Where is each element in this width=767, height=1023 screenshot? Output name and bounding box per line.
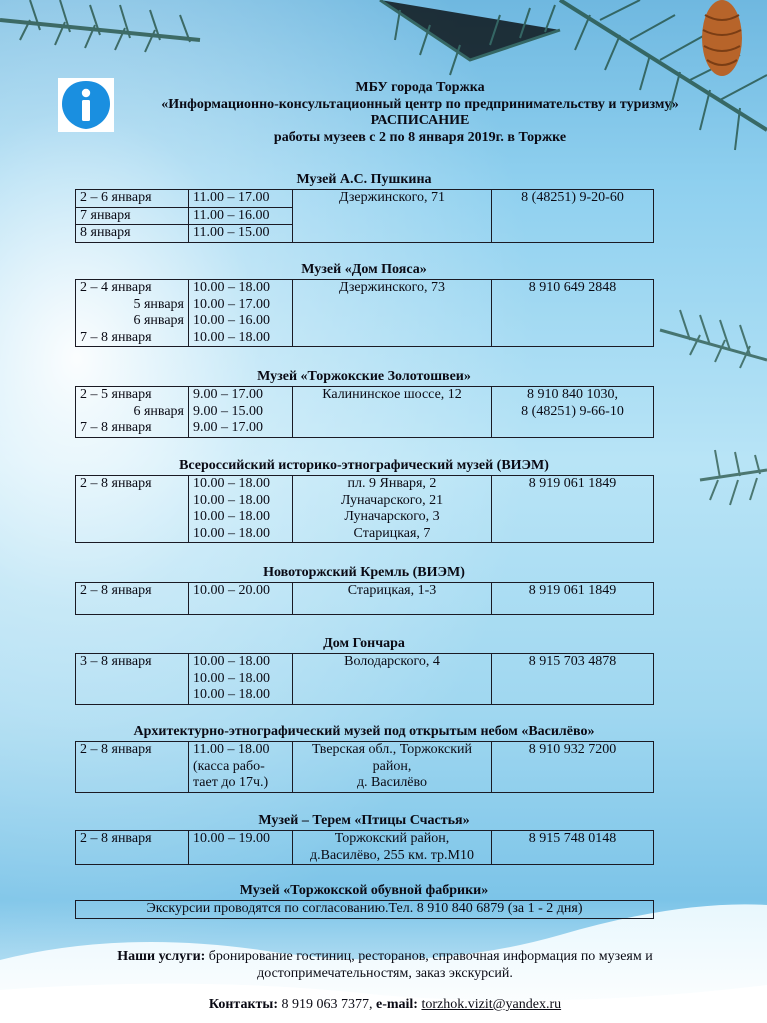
date-line: 5 января xyxy=(133,296,184,312)
address-cell: Дзержинского, 71 xyxy=(293,190,492,243)
time-line: 10.00 – 18.00 xyxy=(193,329,270,345)
schedule-table-dom-poyasa xyxy=(75,279,654,347)
header xyxy=(110,80,730,146)
museum-title-vasilevo: Архитектурно-этнографический музей под открытым небом «Василёво» xyxy=(133,724,595,739)
contacts-block xyxy=(40,996,730,1013)
table-row xyxy=(76,190,654,208)
time-line: 9.00 – 15.00 xyxy=(193,403,263,419)
time-line: 11.00 – 18.00 xyxy=(193,742,270,757)
phone-line: 8 910 840 1030, xyxy=(527,387,618,402)
services-label: Наши услуги: xyxy=(117,949,206,964)
schedule-table-obuvnaya xyxy=(75,900,654,919)
page-title: РАСПИСАНИЕ xyxy=(370,113,470,128)
museum-title-zolotoshvei: Музей «Торжокские Золотошвеи» xyxy=(257,369,471,384)
time-line: 10.00 – 18.00 xyxy=(193,670,270,686)
contacts-phone: 8 919 063 7377, xyxy=(281,997,373,1012)
date-cell: 7 января xyxy=(76,207,189,225)
info-logo-icon xyxy=(58,78,114,132)
date-line: 2 – 4 января xyxy=(80,280,152,295)
time-cell xyxy=(189,476,293,543)
date-line: 7 – 8 января xyxy=(80,420,152,435)
address-line: район, xyxy=(372,758,412,774)
table-row xyxy=(76,476,654,543)
date-line: 7 – 8 января xyxy=(80,329,152,345)
phone-cell: 8 910 932 7200 xyxy=(492,742,654,793)
address-line: Торжокский район, xyxy=(334,831,450,846)
table-row xyxy=(76,831,654,865)
table-row xyxy=(76,280,654,347)
email-link[interactable]: torzhok.vizit@yandex.ru xyxy=(421,997,562,1012)
phone-cell: 8 919 061 1849 xyxy=(492,583,654,615)
time-cell: 11.00 – 15.00 xyxy=(189,225,293,243)
time-cell xyxy=(189,387,293,438)
note-cell: Экскурсии проводятся по согласованию.Тел. 8 910 840 6879 (за 1 - 2 дня) xyxy=(76,901,654,919)
date-line: 2 – 5 января xyxy=(80,387,152,402)
museum-title-dom-poyasa: Музей «Дом Пояса» xyxy=(301,262,427,277)
date-cell: 2 – 6 января xyxy=(76,190,189,208)
table-row xyxy=(76,583,654,615)
address-line: Луначарского, 21 xyxy=(340,492,444,508)
museum-title-pushkin: Музей А.С. Пушкина xyxy=(296,172,432,187)
page-subtitle: работы музеев с 2 по 8 января 2019г. в Торжке xyxy=(273,129,567,145)
date-cell: 8 января xyxy=(76,225,189,243)
address-line: Старицкая, 7 xyxy=(353,525,431,541)
schedule-table-zolotoshvei xyxy=(75,386,654,438)
date-cell: 2 – 8 января xyxy=(76,476,189,543)
museum-title-dom-goncharа: Дом Гончара xyxy=(323,636,405,651)
museum-title-terem: Музей – Терем «Птицы Счастья» xyxy=(258,813,470,828)
address-cell xyxy=(293,742,492,793)
time-line: 10.00 – 18.00 xyxy=(193,280,270,295)
time-line: 10.00 – 16.00 xyxy=(193,313,270,328)
date-line: 6 января xyxy=(133,403,184,419)
phone-cell: 8 915 748 0148 xyxy=(492,831,654,865)
time-cell: 11.00 – 17.00 xyxy=(189,190,293,208)
center-name: «Информационно-консультационный центр по предпринимательству и туризму» xyxy=(161,96,679,112)
schedule-table-vasilevo xyxy=(75,741,654,793)
address-cell: Володарского, 4 xyxy=(293,654,492,705)
email-label: e-mail: xyxy=(375,997,418,1012)
museum-title-viem: Всероссийский историко-этнографический музей (ВИЭМ) xyxy=(179,458,549,473)
org-name: МБУ города Торжка xyxy=(355,80,485,95)
schedule-table-viem xyxy=(75,475,654,543)
table-row xyxy=(76,387,654,438)
time-line: 10.00 – 18.00 xyxy=(193,476,270,491)
schedule-table-kreml xyxy=(75,582,654,615)
address-cell: Старицкая, 1-3 xyxy=(293,583,492,615)
time-line: 10.00 – 18.00 xyxy=(193,687,270,702)
phone-cell xyxy=(492,387,654,438)
date-cell xyxy=(76,280,189,347)
time-line: 10.00 – 18.00 xyxy=(193,492,270,508)
schedule-table-terem xyxy=(75,830,654,865)
museum-title-obuvnaya: Музей «Торжокской обувной фабрики» xyxy=(239,883,489,898)
date-cell: 3 – 8 января xyxy=(76,654,189,705)
time-line: 10.00 – 18.00 xyxy=(193,654,270,669)
time-line: (касса рабо- xyxy=(193,758,265,774)
museum-title-kreml: Новоторжский Кремль (ВИЭМ) xyxy=(263,565,465,580)
time-line: 9.00 – 17.00 xyxy=(193,387,263,402)
time-cell xyxy=(189,654,293,705)
table-row xyxy=(76,742,654,793)
address-line: пл. 9 Января, 2 xyxy=(347,476,437,491)
date-line: 6 января xyxy=(133,313,184,328)
services-block xyxy=(40,948,730,982)
date-cell: 2 – 8 января xyxy=(76,742,189,793)
time-line: 10.00 – 18.00 xyxy=(193,525,270,541)
address-line: д. Василёво xyxy=(356,775,428,790)
address-cell: Дзержинского, 73 xyxy=(293,280,492,347)
time-line: 9.00 – 17.00 xyxy=(193,420,263,435)
address-cell xyxy=(293,831,492,865)
address-line: д.Василёво, 255 км. тр.М10 xyxy=(310,847,474,863)
date-cell: 2 – 8 января xyxy=(76,831,189,865)
table-row xyxy=(76,654,654,705)
date-cell: 2 – 8 января xyxy=(76,583,189,615)
time-cell: 10.00 – 20.00 xyxy=(189,583,293,615)
schedule-table-dom-goncharа xyxy=(75,653,654,705)
schedule-table-pushkin xyxy=(75,189,654,243)
address-line: Луначарского, 3 xyxy=(344,509,440,524)
services-line xyxy=(40,948,730,965)
time-line: 10.00 – 18.00 xyxy=(193,509,270,524)
time-cell: 11.00 – 16.00 xyxy=(189,207,293,225)
address-cell xyxy=(293,476,492,543)
time-line: 10.00 – 17.00 xyxy=(193,296,270,312)
time-line: тает до 17ч.) xyxy=(193,775,269,790)
time-cell: 10.00 – 19.00 xyxy=(189,831,293,865)
phone-cell: 8 910 649 2848 xyxy=(492,280,654,347)
phone-cell: 8 915 703 4878 xyxy=(492,654,654,705)
contacts-label: Контакты: xyxy=(208,997,278,1012)
address-cell: Калининское шоссе, 12 xyxy=(293,387,492,438)
phone-cell: 8 919 061 1849 xyxy=(492,476,654,543)
services-text-2: достопримечательностям, заказ экскурсий. xyxy=(257,966,513,981)
table-row xyxy=(76,901,654,919)
services-text: бронирование гостиниц, ресторанов, справочная информация по музеям и xyxy=(208,949,653,964)
address-line: Тверская обл., Торжокский xyxy=(311,742,473,757)
phone-cell: 8 (48251) 9-20-60 xyxy=(492,190,654,243)
date-cell xyxy=(76,387,189,438)
time-cell xyxy=(189,280,293,347)
phone-line: 8 (48251) 9-66-10 xyxy=(521,403,624,419)
time-cell xyxy=(189,742,293,793)
